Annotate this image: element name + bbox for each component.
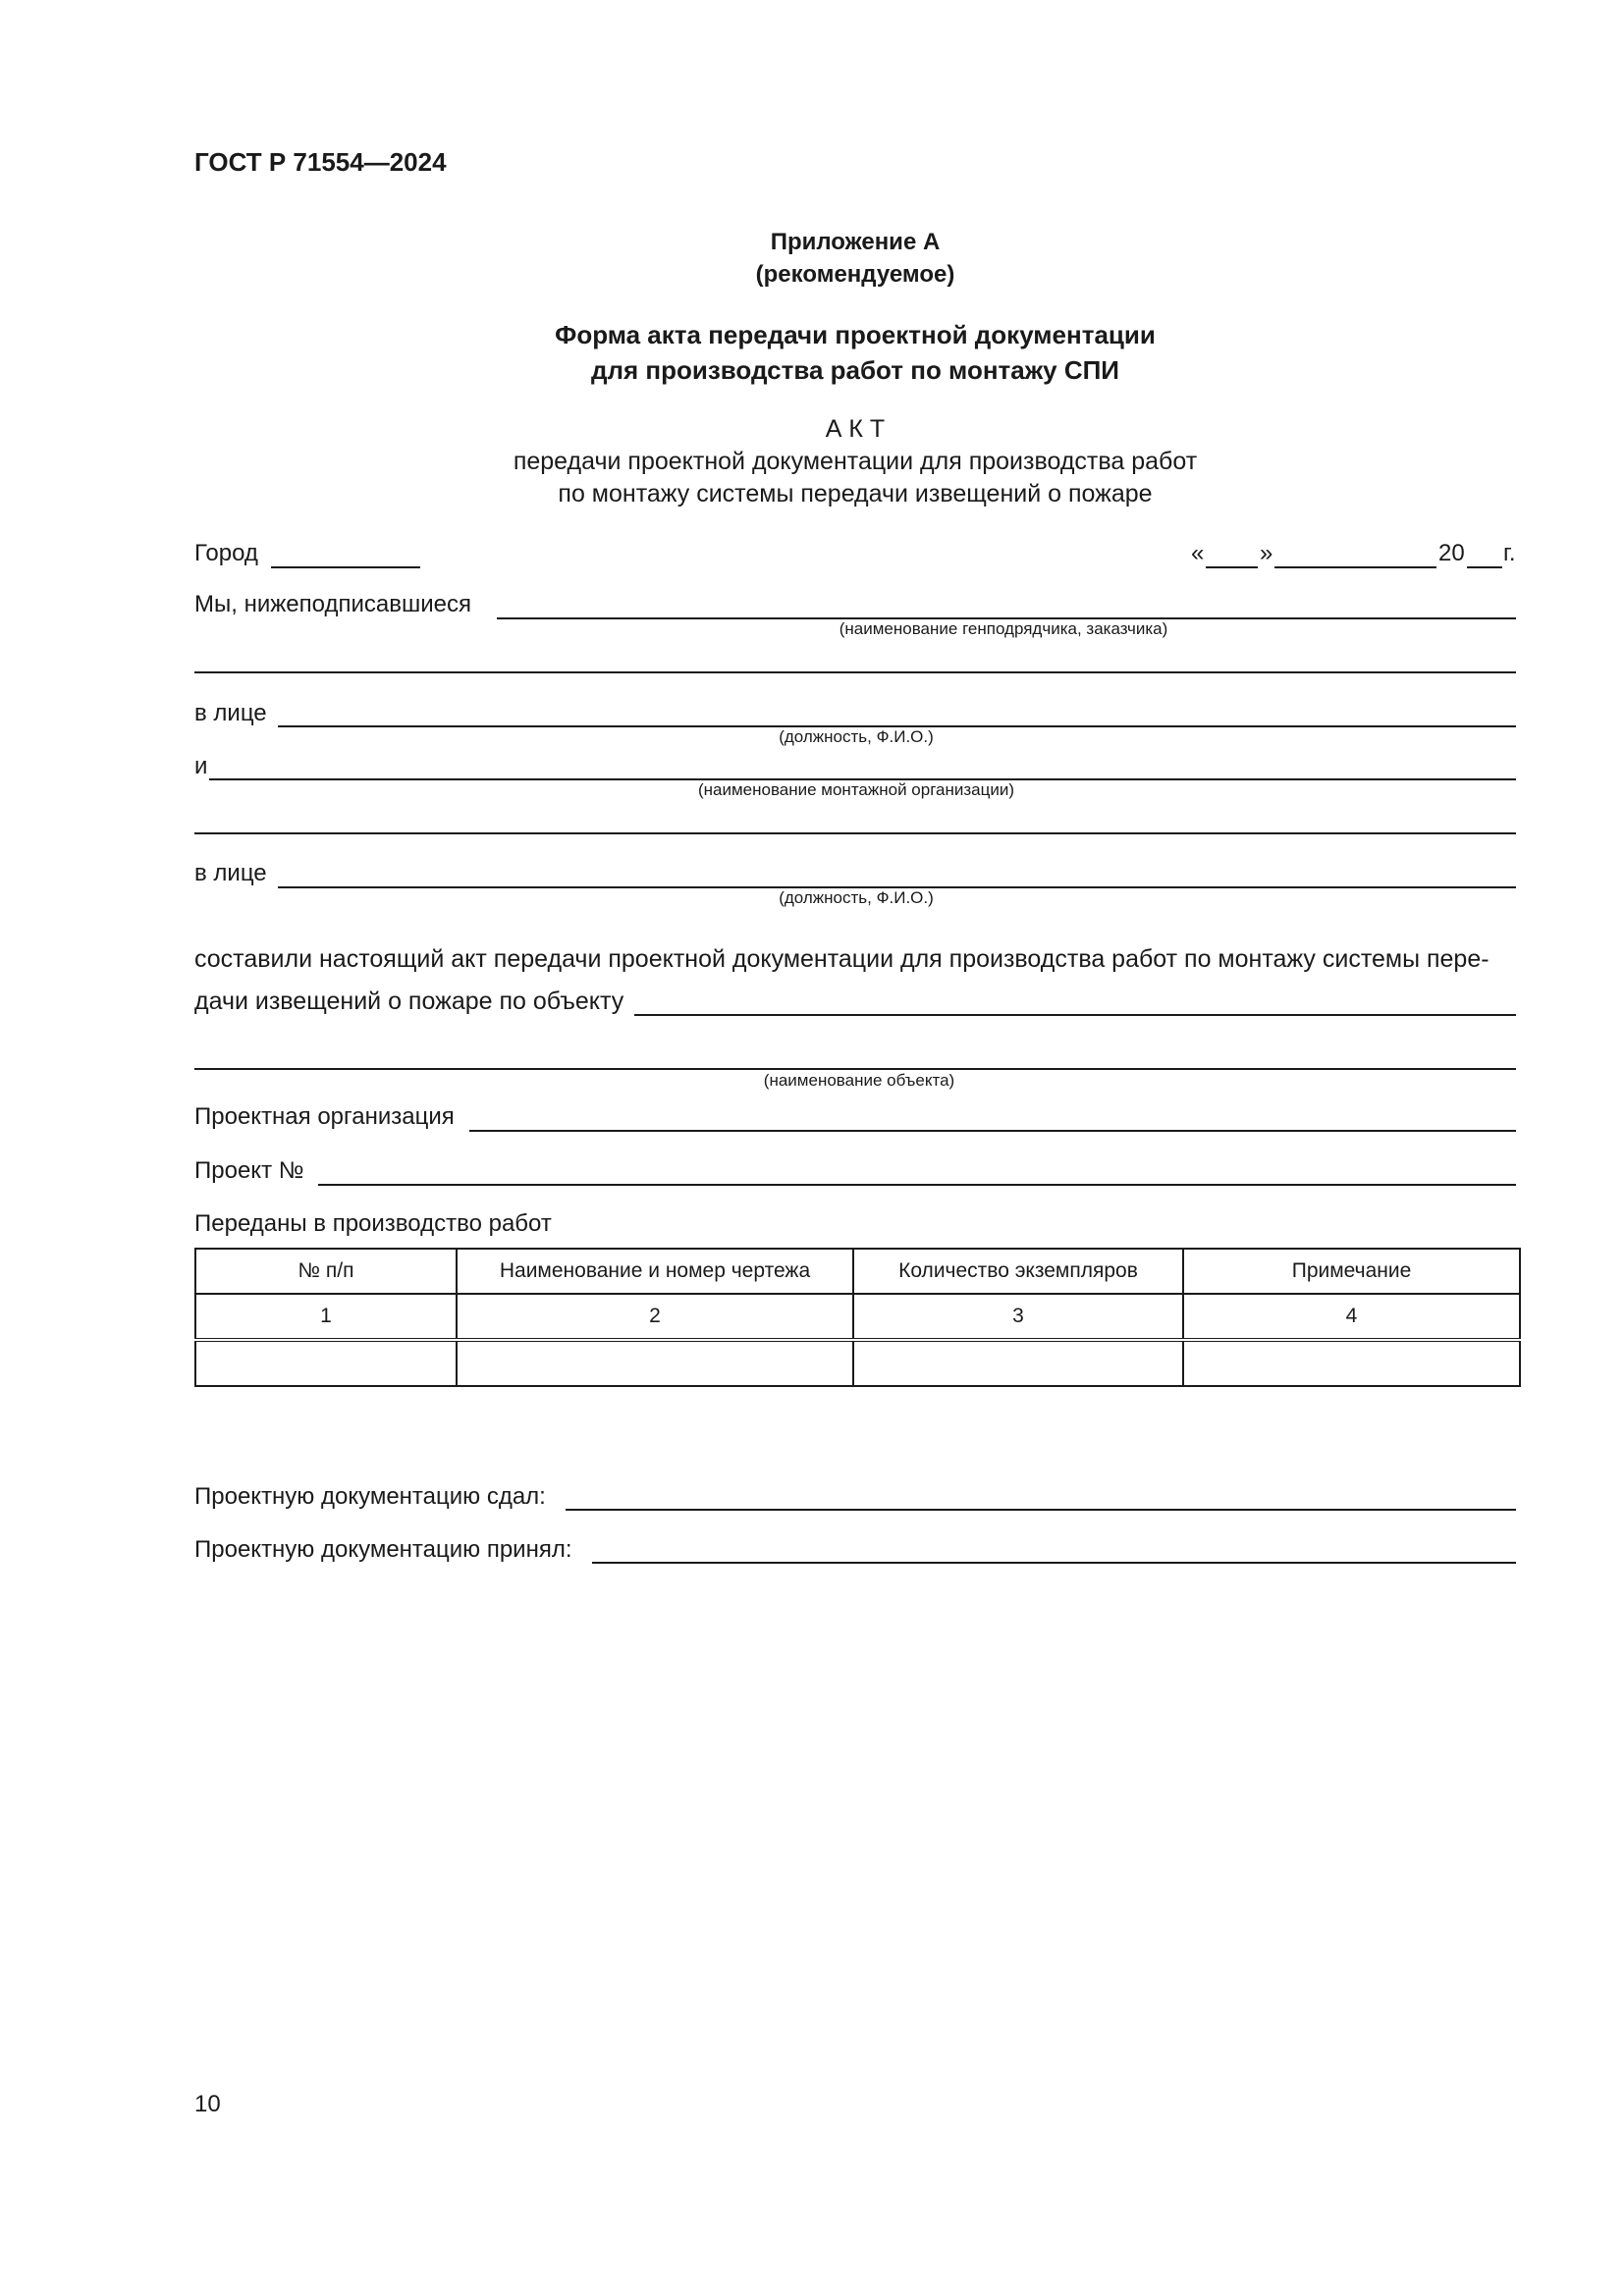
table-cell[interactable] [853,1340,1183,1386]
and-label: и [194,753,208,779]
position-hint-2: (должность, Ф.И.О.) [779,888,934,907]
act-subtitle-line2: по монтажу системы передачи извещений о пожаре [558,480,1153,507]
installer-hint: (наименование монтажной организации) [697,780,1015,799]
header-copies: Количество экземпляров [853,1249,1183,1294]
accepted-field[interactable] [592,1562,1516,1564]
handed-over-label: Проектную документацию сдал: [194,1483,546,1510]
drawings-table [194,1248,1521,1387]
header-number: № п/п [195,1249,457,1294]
form-title [194,317,1516,388]
document-code: ГОСТ Р 71554—2024 [194,147,447,177]
date-day-field[interactable] [1206,566,1258,568]
in-person-label-2: в лице [194,860,267,886]
undersigned-label: Мы, нижеподписавшиеся [194,591,471,617]
table-cell[interactable] [195,1340,457,1386]
appendix-heading [194,226,1516,291]
position-hint-1: (должность, Ф.И.О.) [779,727,934,746]
table-numbering-row [195,1294,1520,1340]
object-field[interactable] [634,1014,1516,1016]
date-open-quote: « [1191,540,1205,566]
header-drawing: Наименование и номер чертежа [457,1249,853,1294]
date-year-field[interactable] [1467,566,1502,568]
city-label: Город [194,540,258,566]
act-paragraph-text: составили настоящий акт передачи проектной документации для производства работ по монтажу системы пере- [194,945,1489,973]
date-year-suffix: г. [1503,540,1516,566]
act-heading-block [194,413,1516,510]
handed-over-field[interactable] [566,1509,1516,1511]
table-cell[interactable] [1183,1340,1520,1386]
table-header-row [195,1249,1520,1294]
form-title-line2: для производства работ по монтажу СПИ [591,355,1119,385]
col-number-3: 3 [853,1294,1183,1340]
page-number: 10 [194,2091,221,2117]
col-number-2: 2 [457,1294,853,1340]
contractor-field-continued[interactable] [194,671,1516,673]
table-row [195,1340,1520,1386]
project-no-field[interactable] [318,1184,1516,1186]
col-number-4: 4 [1183,1294,1520,1340]
city-field[interactable] [271,566,420,568]
col-number-1: 1 [195,1294,457,1340]
accepted-label: Проектную документацию принял: [194,1536,572,1563]
contractor-hint: (наименование генподрядчика, заказчика) [839,619,1168,638]
design-org-label: Проектная организация [194,1103,455,1130]
object-field-continued[interactable] [194,1068,1516,1070]
installer-field-continued[interactable] [194,832,1516,834]
table-cell[interactable] [457,1340,853,1386]
act-heading: А К Т [825,415,886,443]
date-close-quote: » [1260,540,1273,566]
object-hint: (наименование объекта) [763,1071,955,1090]
design-org-field[interactable] [469,1130,1516,1132]
appendix-status: (рекомендуемое) [755,261,955,288]
project-no-label: Проект № [194,1157,304,1184]
act-paragraph-end: дачи извещений о пожаре по объекту [194,988,624,1015]
transferred-label: Переданы в производство работ [194,1210,552,1237]
act-subtitle-line1: передачи проектной документации для производства работ [513,448,1198,475]
act-paragraph [194,936,1516,982]
date-year-prefix: 20 [1438,540,1465,566]
header-note: Примечание [1183,1249,1520,1294]
in-person-label-1: в лице [194,700,267,726]
date-month-field[interactable] [1274,566,1436,568]
appendix-title: Приложение А [770,229,941,255]
form-title-line1: Форма акта передачи проектной документации [555,320,1156,349]
